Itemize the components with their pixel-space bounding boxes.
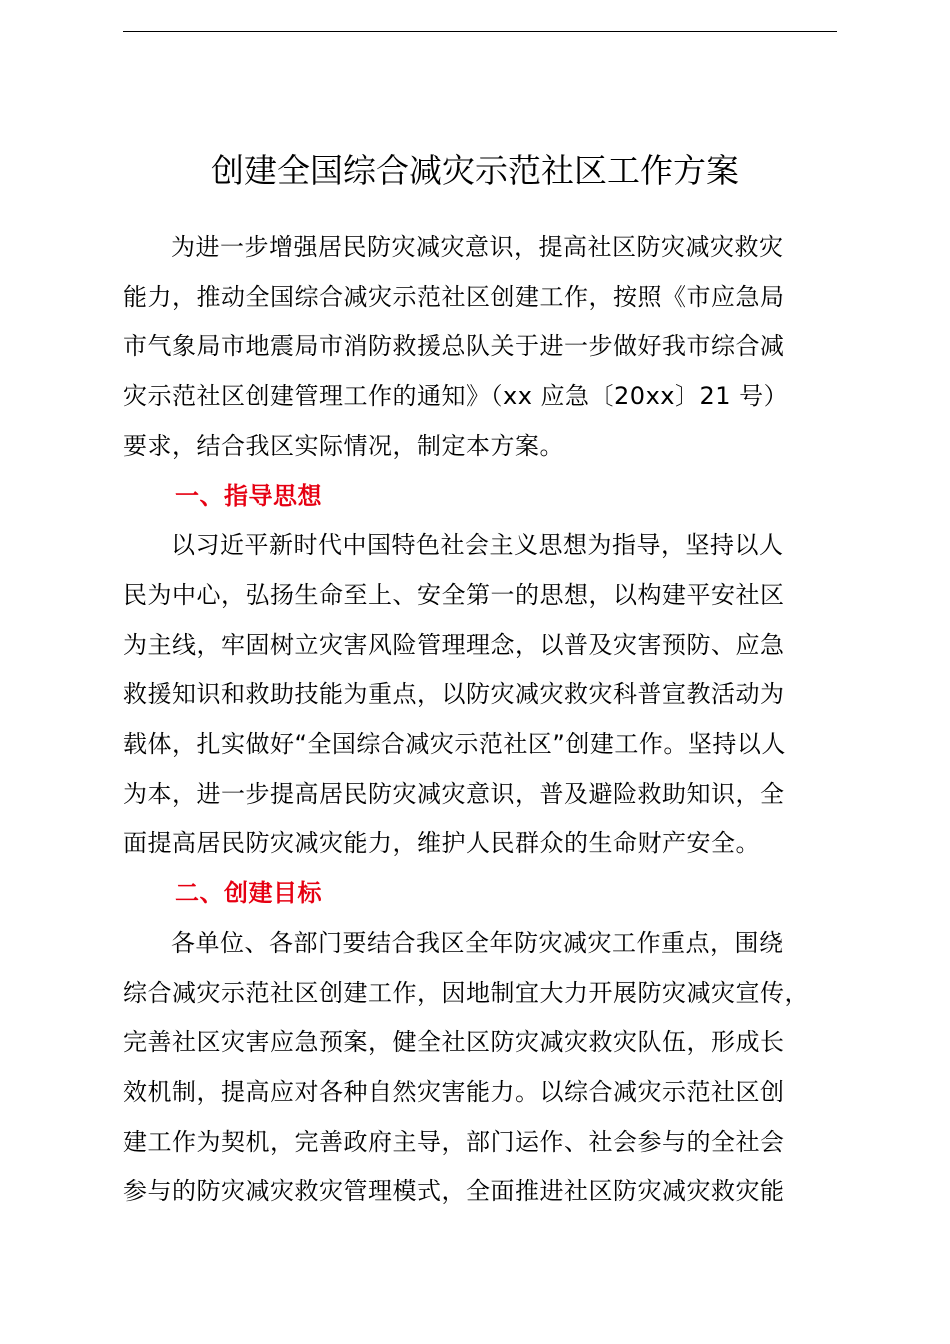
section-heading-creation-goals: 二、创建目标 — [175, 879, 322, 908]
text-line: 为进一步增强居民防灾减灾意识，提高社区防灾减灾救灾 — [171, 233, 784, 261]
document-title: 创建全国综合减灾示范社区工作方案 — [211, 151, 739, 190]
text-line: 市气象局市地震局市消防救援总队关于进一步做好我市综合减 — [123, 332, 785, 361]
text-line: 要求，结合我区实际情况，制定本方案。 — [123, 431, 564, 460]
header-rule — [123, 31, 837, 32]
text-line: 救援知识和救助技能为重点，以防灾减灾救灾科普宣教活动为 — [123, 680, 785, 709]
text-line: 面提高居民防灾减灾能力，维护人民群众的生命财产安全。 — [123, 829, 760, 858]
text-line: 为主线，牢固树立灾害风险管理理念，以普及灾害预防、应急 — [123, 630, 785, 659]
document-body — [123, 223, 837, 1217]
text-line: 综合减灾示范社区创建工作，因地制宜大力开展防灾减灾宣传， — [123, 978, 809, 1007]
text-line: 载体，扎实做好“全国综合减灾示范社区”创建工作。坚持以人 — [123, 730, 786, 759]
text-line: 以习近平新时代中国特色社会主义思想为指导，坚持以人 — [171, 531, 784, 560]
creation-goals-paragraph — [123, 919, 837, 1217]
guiding-ideology-paragraph — [123, 521, 837, 869]
intro-paragraph — [123, 223, 837, 472]
text-line: 建工作为契机，完善政府主导，部门运作、社会参与的全社会 — [123, 1127, 785, 1156]
text-line: 参与的防灾减灾救灾管理模式，全面推进社区防灾减灾救灾能 — [123, 1177, 785, 1206]
text-line: 效机制，提高应对各种自然灾害能力。以综合减灾示范社区创 — [123, 1077, 785, 1106]
text-line: 灾示范社区创建管理工作的通知》（xx 应急〔20xx〕21 号） — [123, 382, 789, 411]
text-line: 为本，进一步提高居民防灾减灾意识，普及避险救助知识，全 — [123, 779, 785, 808]
text-line: 民为中心，弘扬生命至上、安全第一的思想，以构建平安社区 — [123, 580, 785, 609]
text-line: 能力，推动全国综合减灾示范社区创建工作，按照《市应急局 — [123, 282, 785, 311]
section-heading-guiding-ideology: 一、指导思想 — [175, 481, 322, 510]
text-line: 各单位、各部门要结合我区全年防灾减灾工作重点，围绕 — [171, 928, 784, 957]
text-line: 完善社区灾害应急预案，健全社区防灾减灾救灾队伍，形成长 — [123, 1028, 785, 1057]
